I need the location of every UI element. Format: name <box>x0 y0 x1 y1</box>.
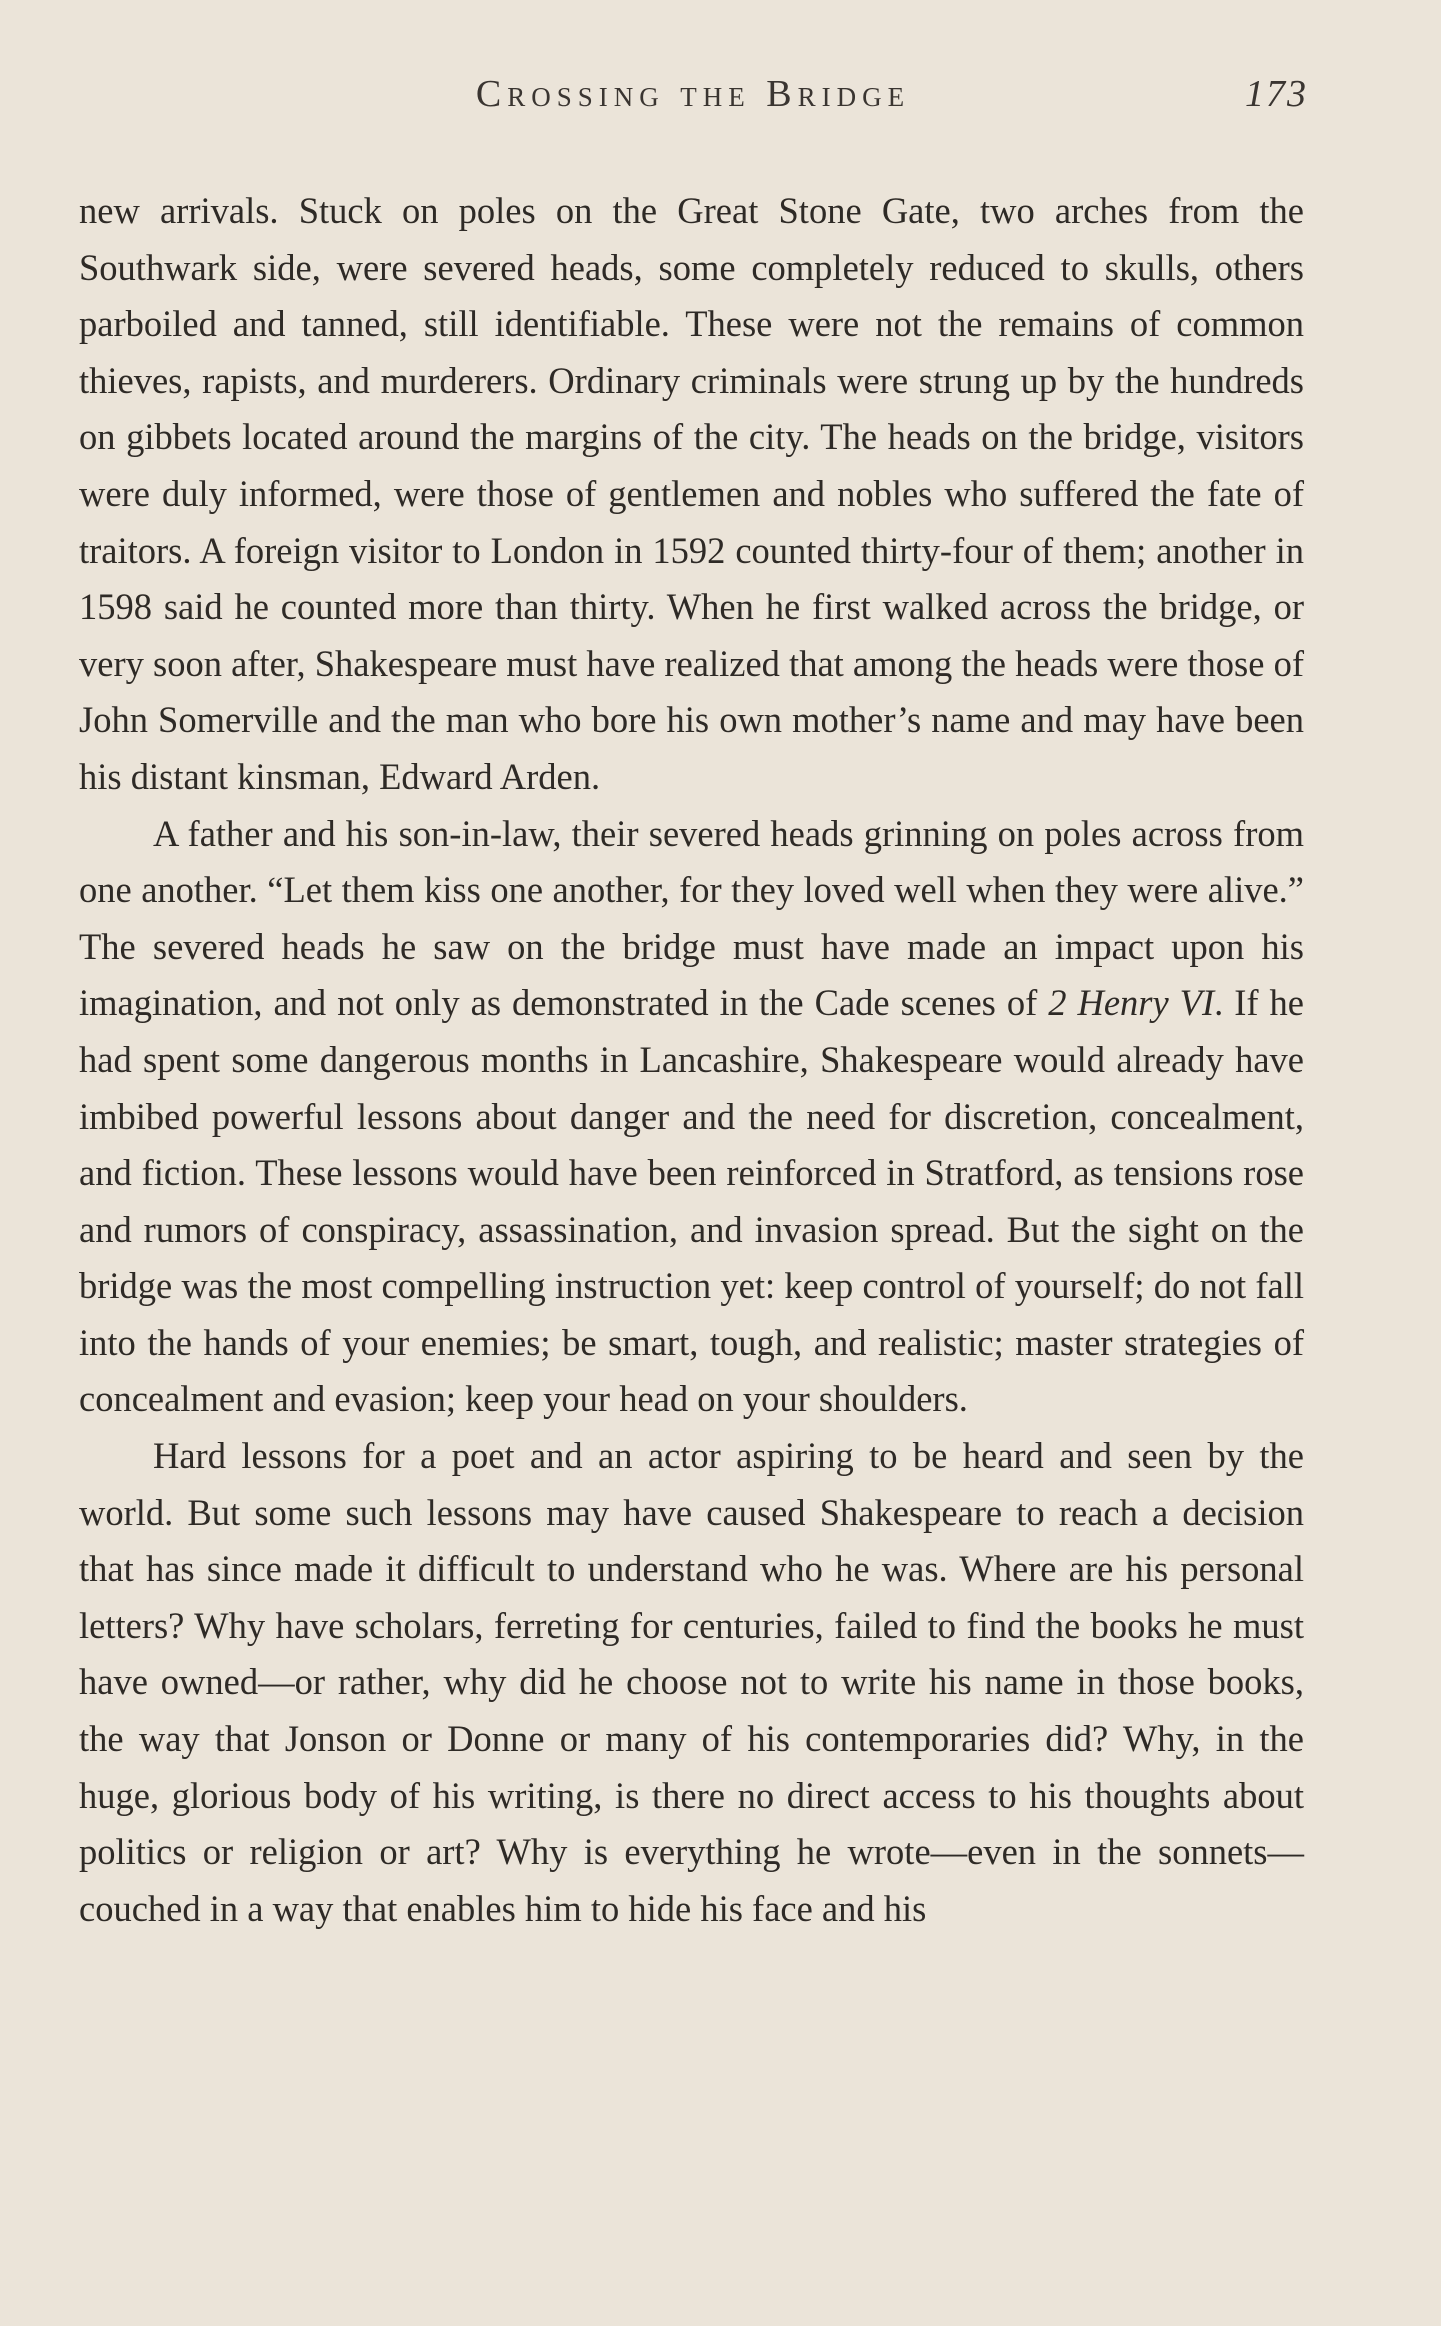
paragraph-2 <box>79 806 1304 1429</box>
paragraph-2-text-end: . If he had spent some dangerous months in Lancashire, Shakespeare would already have imbibed powerful lessons about danger and the need for discretion, concealment, and fiction. These lessons would have been reinforced in Stratford, as tensions rose and rumors of conspiracy, assassination, and invasion spread. But the sight on the bridge was the most compelling instruction yet: keep control of yourself; do not fall into the hands of your enemies; be smart, tough, and realistic; master strategies of concealment and evasion; keep your head on your shoulders. <box>79 982 1304 1420</box>
running-head <box>78 72 1308 122</box>
body-text <box>79 183 1304 1937</box>
running-title: Crossing the Bridge <box>475 73 911 115</box>
play-title-italic: 2 Henry VI <box>1048 982 1215 1024</box>
page-number: 173 <box>1245 73 1308 115</box>
paragraph-2-text-start: A father and his son-in-law, their severed heads grinning on poles across from one another. “Let them kiss one another, for they loved well when they were alive.” The severed heads he saw on the bridge must have made an impact upon his imagination, and not only as demonstrated in the Cade scenes of <box>79 812 1304 1024</box>
paragraph-3: Hard lessons for a poet and an actor aspiring to be heard and seen by the world. But some such lessons may have caused Shakespeare to reach a decision that has since made it difficult to understand who he was. Where are his personal letters? Why have scholars, ferreting for centuries, failed to find the books he must have owned—or rather, why did he choose not to write his name in those books, the way that Jonson or Donne or many of his contemporaries did? Why, in the huge, glorious body of his writing, is there no direct access to his thoughts about politics or religion or art? Why is everything he wrote—even in the sonnets—couched in a way that enables him to hide his face and his <box>79 1435 1304 1929</box>
paragraph-1: new arrivals. Stuck on poles on the Great Stone Gate, two arches from the Southwark side, were severed heads, some completely reduced to skulls, others parboiled and tanned, still identifiable. These were not the remains of common thieves, rapists, and murderers. Ordinary criminals were strung up by the hundreds on gibbets located around the margins of the city. The heads on the bridge, visitors were duly informed, were those of gentlemen and nobles who suffered the fate of traitors. A foreign visitor to London in 1592 counted thirty-four of them; another in 1598 said he counted more than thirty. When he first walked across the bridge, or very soon after, Shakespeare must have realized that among the heads were those of John Somerville and the man who bore his own mother’s name and may have been his distant kinsman, Edward Arden. <box>79 190 1304 797</box>
